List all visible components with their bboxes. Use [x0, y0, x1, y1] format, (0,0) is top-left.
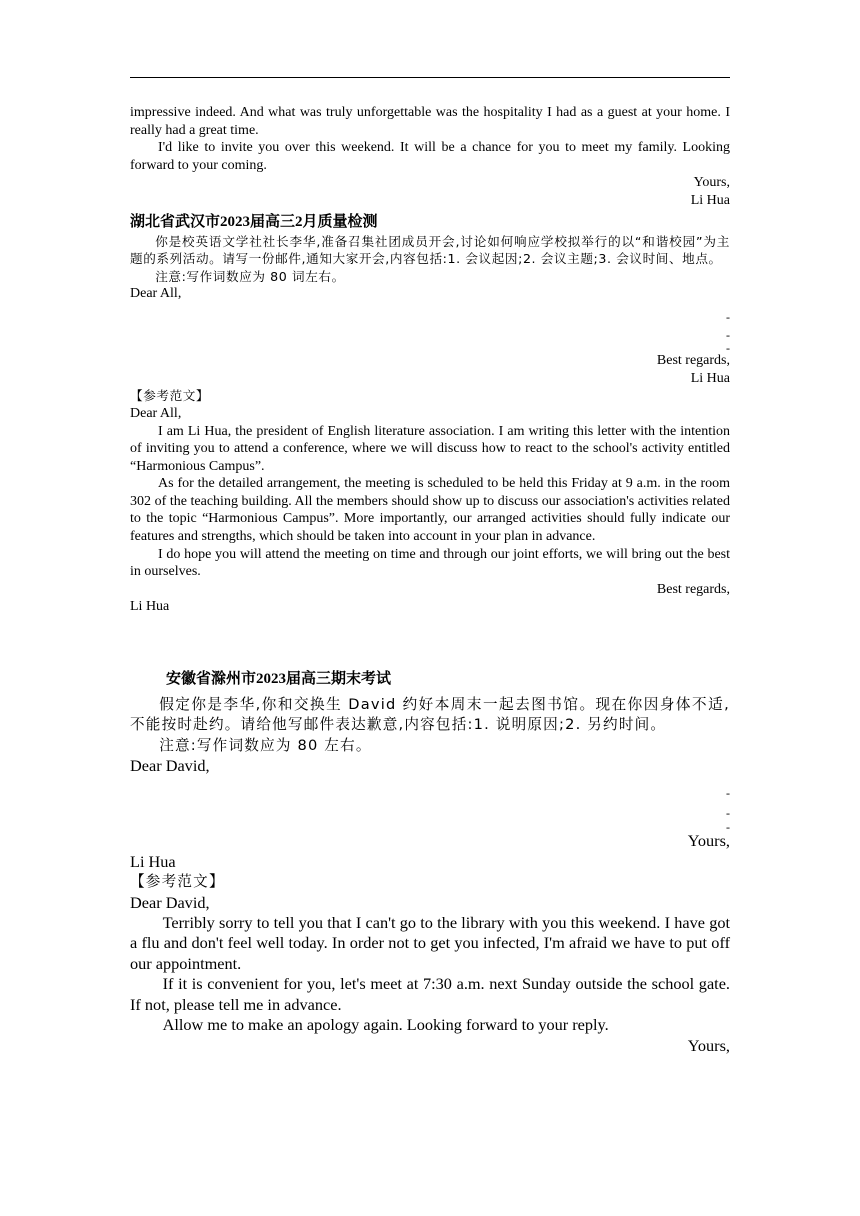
ref-salutation: Dear All,: [130, 405, 182, 421]
salutation: Dear David,: [130, 756, 210, 776]
closing: Yours,: [687, 831, 730, 851]
top-para-2: I'd like to invite you over this weekend. It will be a chance for you to meet my family. Looking forward to your coming.: [130, 140, 730, 173]
section-chuzhou: [130, 666, 730, 1056]
writing-prompt: 假定你是李华,你和交换生 David 约好本周末一起去图书馆。现在你因身体不适,不能按时赴约。请给他写邮件表达歉意,内容包括:1. 说明原因;2. 另约时间。: [130, 696, 730, 734]
heading-year: 2023: [220, 213, 251, 230]
heading-prefix: 安徽省滁州市: [166, 669, 257, 688]
ref-closing: Yours,: [687, 1035, 730, 1055]
ref-signature: Li Hua: [130, 599, 170, 615]
ref-para-3: Allow me to make an apology again. Looking forward to your reply.: [162, 1015, 609, 1035]
top-signature: Li Hua: [690, 192, 730, 208]
ref-salutation: Dear David,: [130, 892, 210, 912]
section-wuhan: [130, 211, 730, 616]
word-count-note: 注意:写作词数应为 80 左右。: [159, 736, 372, 754]
section-heading: [130, 211, 730, 233]
ref-closing: Best regards,: [656, 581, 730, 597]
ref-para-1: I am Li Hua, the president of English literature association. I am writing this letter with the intention of inviting you to attend a conference, where we will discuss how to react to the school's activity entitled “Harmonious Campus”.: [130, 423, 730, 474]
blank-line-1: -: [726, 785, 730, 800]
ref-para-1: Terribly sorry to tell you that I can't go to the library with you this weekend. I have got a flu and don't feel well today. In order not to get you infected, I'm afraid we have to put off our appointment.: [130, 913, 730, 973]
blank-line-2: -: [726, 327, 730, 342]
blank-line-2: -: [726, 806, 730, 821]
heading-num: 2: [295, 213, 303, 230]
blank-line-3: -: [726, 341, 730, 356]
section-heading: [166, 666, 730, 691]
blank-line-3: -: [726, 820, 730, 835]
blank-line-1: -: [726, 309, 730, 324]
reference-label: 【参考范文】: [130, 388, 210, 404]
ref-para-2: As for the detailed arrangement, the meeting is scheduled to be held this Friday at 9 a.m. in the room 302 of the teaching building. All the members should show up to discuss our association's activities related to the topic “Harmonious Campus”. More importantly, our arranged activities should fully indicate our features and strengths, which should be taken into account in your plan in advance.: [130, 476, 730, 545]
heading-suffix: 月质量检测: [302, 211, 378, 230]
reference-label: 【参考范文】: [130, 873, 225, 891]
salutation: Dear All,: [130, 286, 182, 302]
document-page: [130, 104, 730, 1056]
closing: Best regards,: [656, 353, 730, 369]
heading-suffix: 届高三期末考试: [286, 669, 392, 688]
top-closing: Yours,: [693, 175, 730, 191]
heading-mid: 届高三: [250, 211, 296, 230]
ref-para-3: I do hope you will attend the meeting on time and through our joint efforts, we will bring out the best in ourselves.: [130, 546, 730, 580]
writing-prompt: 你是校英语文学社社长李华,准备召集社团成员开会,讨论如何响应学校拟举行的以“和谐校园”为主题的系列活动。请写一份邮件,通知大家开会,内容包括:1. 会议起因;2. 会议主题;3. 会议时间、地点。: [130, 233, 730, 267]
heading-prefix: 湖北省武汉市: [130, 211, 221, 230]
heading-year: 2023: [256, 671, 287, 688]
word-count-note: 注意:写作词数应为 80 词左右。: [155, 268, 345, 284]
top-section: [130, 104, 730, 210]
top-para-1: impressive indeed. And what was truly unforgettable was the hospitality I had as a guest at your home. I really had a great time.: [130, 105, 730, 138]
signature: Li Hua: [690, 370, 730, 386]
ref-para-2: If it is convenient for you, let's meet at 7:30 a.m. next Sunday outside the school gate. If not, please tell me in advance.: [130, 974, 730, 1014]
signature: Li Hua: [130, 851, 176, 871]
header-rule: [130, 77, 730, 78]
